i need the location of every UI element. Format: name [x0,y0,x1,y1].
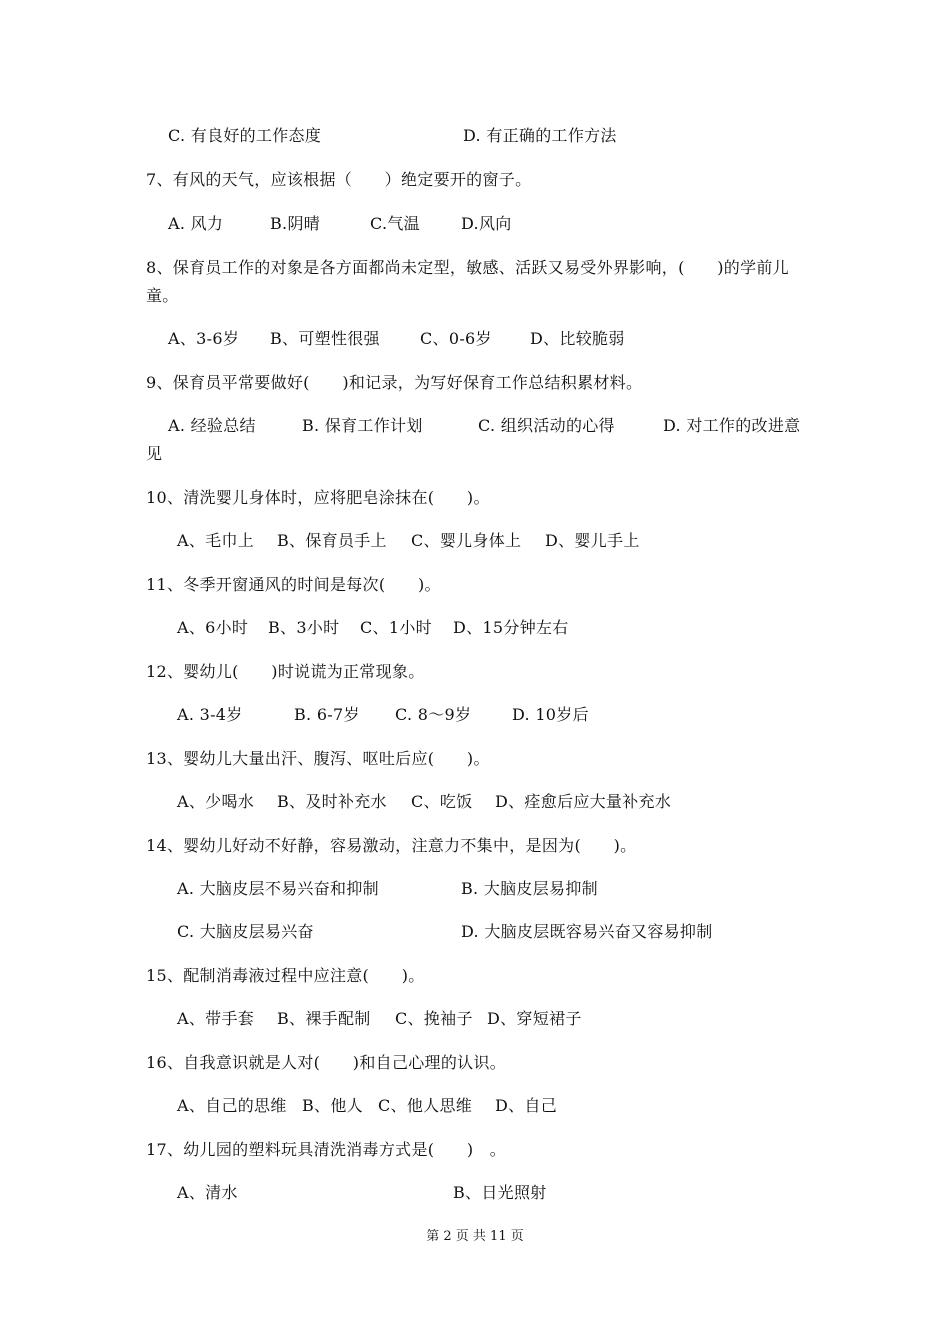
text-line: D. 大脑皮层既容易兴奋又容易抑制 [461,922,713,941]
text-line: A、3-6岁 [168,329,240,348]
text-line: D、穿短裙子 [487,1009,582,1028]
text-line: A、清水 [177,1183,238,1202]
text-line: A. 3-4岁 [177,705,243,724]
text-line: 13、婴幼儿大量出汗、腹泻、呕吐后应( )。 [146,749,490,768]
text-line: 9、保育员平常要做好( )和记录，为写好保育工作总结积累材料。 [146,373,643,392]
text-line: C. 大脑皮层易兴奋 [177,922,314,941]
text-line: A. 大脑皮层不易兴奋和抑制 [177,879,379,898]
text-line: C. 有良好的工作态度 [168,126,322,145]
text-line: C、他人思维 [378,1096,473,1115]
text-line: C、婴儿身体上 [411,531,522,550]
text-line: 15、配制消毒液过程中应注意( )。 [146,966,425,985]
text-line: B、及时补充水 [277,792,387,811]
text-line: D. 对工作的改进意 [663,416,801,435]
text-line: C、挽袖子 [395,1009,473,1028]
text-line: B、3小时 [268,618,340,637]
text-line: D、比较脆弱 [530,329,625,348]
text-line: A、毛巾上 [177,531,255,550]
text-line: B. 保育工作计划 [302,416,423,435]
text-line: A、6小时 [177,618,249,637]
text-line: B、他人 [302,1096,363,1115]
text-line: B、日光照射 [453,1183,547,1202]
text-line: B.阴晴 [270,214,321,233]
text-line: 14、婴幼儿好动不好静，容易激动，注意力不集中，是因为( )。 [146,836,637,855]
text-line: A. 风力 [168,214,224,233]
text-line: 见 [146,444,163,463]
text-line: B、可塑性很强 [270,329,380,348]
text-line: C、吃饭 [411,792,473,811]
text-line: D. 有正确的工作方法 [463,126,617,145]
text-line: 8、保育员工作的对象是各方面都尚未定型，敏感、活跃又易受外界影响，( )的学前儿 [146,258,789,277]
text-line: B、裸手配制 [277,1009,371,1028]
text-line: 7、有风的天气，应该根据（ ）绝定要开的窗子。 [146,170,532,189]
text-line: D.风向 [461,214,512,233]
text-line: C. 8～9岁 [395,705,472,724]
text-line: 11、冬季开窗通风的时间是每次( )。 [146,575,441,594]
text-line: C. 组织活动的心得 [478,416,615,435]
text-line: D、15分钟左右 [453,618,569,637]
text-line: C.气温 [370,214,420,233]
text-line: 12、婴幼儿( )时说谎为正常现象。 [146,662,425,681]
text-line: D. 10岁后 [512,705,589,724]
text-line: 16、自我意识就是人对( )和自己心理的认识。 [146,1053,507,1072]
text-line: B. 大脑皮层易抑制 [461,879,598,898]
text-line: B. 6-7岁 [294,705,360,724]
text-line: 10、清洗婴儿身体时，应将肥皂涂抹在( )。 [146,488,490,507]
page-footer: 第 2 页 共 11 页 [426,1229,524,1244]
text-line: D、婴儿手上 [545,531,640,550]
text-line: A、带手套 [177,1009,255,1028]
text-line: B、保育员手上 [277,531,387,550]
text-line: 17、幼儿园的塑料玩具清洗消毒方式是( ) 。 [146,1140,507,1159]
text-line: A. 经验总结 [168,416,256,435]
text-line: A、少喝水 [177,792,255,811]
text-line: D、自己 [495,1096,558,1115]
text-line: C、0-6岁 [420,329,492,348]
text-line: C、1小时 [360,618,432,637]
text-line: D、痊愈后应大量补充水 [495,792,672,811]
text-line: 童。 [146,286,179,305]
text-line: A、自己的思维 [177,1096,287,1115]
